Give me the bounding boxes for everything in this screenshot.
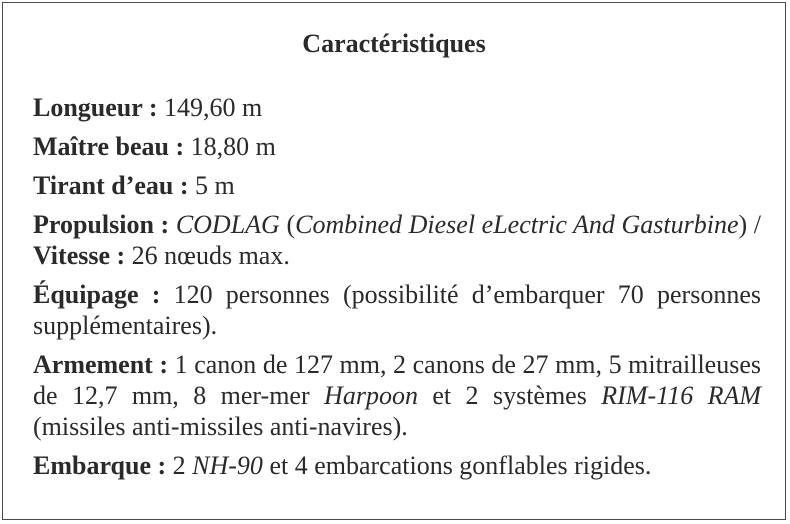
propulsion-expansion: Combined Diesel eLectric And Gasturbine <box>295 210 739 239</box>
propulsion-paren-close: ) / <box>738 210 762 239</box>
armement-ram: RIM-116 RAM <box>601 381 762 410</box>
armement-label: Armement : <box>33 350 169 379</box>
armement-text-1: 1 canon de 127 mm, 2 canons de 27 mm, 5 mitrailleuses de 12,7 mm, 8 mer-mer <box>33 350 762 410</box>
vitesse-value: 26 nœuds max. <box>131 241 290 270</box>
equipage-label: Équipage : <box>33 280 161 309</box>
armement-text-2: et 2 systèmes <box>432 381 587 410</box>
equipage-value: 120 personnes (possibilité d’embarquer 70 personnes supplémentaires). <box>33 280 761 340</box>
propulsion-label: Propulsion : <box>33 210 170 239</box>
entry-longueur <box>33 92 761 123</box>
embarque-text-1: 2 <box>172 451 186 480</box>
characteristics-list <box>33 92 761 489</box>
longueur-value: 149,60 m <box>164 93 263 122</box>
armement-harpoon: Harpoon <box>324 381 418 410</box>
entry-maitre-beau <box>33 131 761 162</box>
maitre-beau-label: Maître beau : <box>33 132 185 161</box>
entry-propulsion <box>33 209 761 271</box>
box-title: Caractéristiques <box>302 29 486 58</box>
propulsion-paren-open: ( <box>286 210 296 239</box>
propulsion-type: CODLAG <box>175 210 280 239</box>
embarque-text-2: et 4 embarcations gonflables rigides. <box>269 451 652 480</box>
embarque-nh90: NH-90 <box>192 451 263 480</box>
embarque-label: Embarque : <box>33 451 167 480</box>
entry-embarque <box>33 450 761 481</box>
entry-equipage <box>33 279 761 341</box>
longueur-label: Longueur : <box>33 93 158 122</box>
tirant-eau-value: 5 m <box>195 171 235 200</box>
maitre-beau-value: 18,80 m <box>190 132 276 161</box>
tirant-eau-label: Tirant d’eau : <box>33 171 189 200</box>
characteristics-box <box>2 2 786 520</box>
vitesse-label: Vitesse : <box>33 241 126 270</box>
entry-armement <box>33 349 761 442</box>
armement-text-3: (missiles anti-missiles anti-navires). <box>33 412 408 441</box>
entry-tirant-eau <box>33 170 761 201</box>
